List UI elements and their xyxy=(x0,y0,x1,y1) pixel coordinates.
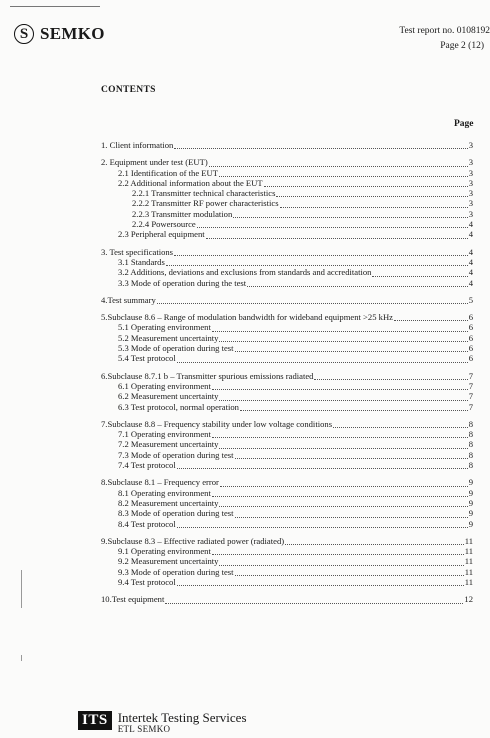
toc-leader-dots xyxy=(235,569,464,576)
toc-section-gap xyxy=(101,305,473,312)
toc-entry xyxy=(101,333,473,343)
toc-leader-dots xyxy=(235,452,468,459)
toc-entry-label: 8.2 Measurement uncertainty xyxy=(118,497,219,508)
toc-entry-page: 8 xyxy=(468,439,473,450)
toc-entry xyxy=(101,168,473,178)
toc-entry-page: 3 xyxy=(468,140,473,150)
toc-entry-label: 3. Test specifications xyxy=(101,246,174,257)
toc-leader-dots xyxy=(166,259,468,266)
toc-entry-label: 5.4 Test protocol xyxy=(118,353,176,364)
toc-entry xyxy=(101,567,473,577)
toc-entry-page: 6 xyxy=(468,322,473,333)
toc-entry-label: 7.2 Measurement uncertainty xyxy=(118,439,219,450)
toc-section-gap xyxy=(101,240,473,247)
toc-entry xyxy=(101,460,473,470)
toc-entry xyxy=(101,209,473,219)
toc-entry-label: 2.3 Peripheral equipment xyxy=(118,229,205,240)
toc-entry-page: 11 xyxy=(464,546,473,557)
toc-entry-label: 7.3 Mode of operation during test xyxy=(118,449,234,460)
toc-leader-dots xyxy=(333,421,468,428)
toc-entry xyxy=(101,429,473,439)
toc-leader-dots xyxy=(394,314,468,321)
toc-entry-page: 7 xyxy=(468,401,473,412)
toc-entry xyxy=(101,157,473,167)
toc-entry-label: 8.1 Operating environment xyxy=(118,487,211,498)
toc-leader-dots xyxy=(276,190,467,197)
toc-entry-page: 7 xyxy=(468,380,473,391)
toc-entry-page: 7 xyxy=(468,391,473,402)
toc-entry-label: 7.Subclause 8.8 – Frequency stability under low voltage conditions xyxy=(101,418,333,429)
toc-entry-page: 4 xyxy=(468,277,473,288)
toc-entry-label: 9.Subclause 8.3 – Effective radiated power (radiated) xyxy=(101,535,285,546)
toc-section-gap xyxy=(101,288,473,295)
toc-leader-dots xyxy=(314,373,467,380)
toc-leader-dots xyxy=(212,431,468,438)
toc-entry-page: 12 xyxy=(464,594,473,605)
margin-mark xyxy=(21,655,22,661)
toc-entry-label: 6.Subclause 8.7.1 b – Transmitter spurious emissions radiated xyxy=(101,370,314,381)
toc-entry-label: 3.2 Additions, deviations and exclusions from standards and accreditation xyxy=(118,267,372,278)
toc-entry xyxy=(101,546,473,556)
toc-entry xyxy=(101,229,473,239)
toc-entry-page: 6 xyxy=(468,353,473,364)
toc-entry xyxy=(101,312,473,322)
toc-leader-dots xyxy=(235,345,468,352)
toc-entry-label: 8.4 Test protocol xyxy=(118,518,176,529)
toc-leader-dots xyxy=(206,232,468,239)
toc-leader-dots xyxy=(240,404,468,411)
toc-leader-dots xyxy=(235,511,468,518)
toc-entry-label: 2.2.4 Powersource xyxy=(132,219,196,230)
toc-entry-page: 11 xyxy=(464,535,473,546)
toc-entry-page: 6 xyxy=(468,312,473,323)
toc-leader-dots xyxy=(209,160,468,167)
toc-entry-page: 5 xyxy=(468,294,473,305)
toc-entry xyxy=(101,391,473,401)
toc-entry-label: 3.1 Standards xyxy=(118,256,165,267)
toc-leader-dots xyxy=(220,480,468,487)
toc-entry-page: 8 xyxy=(468,418,473,429)
toc-entry-page: 8 xyxy=(468,449,473,460)
toc-entry-page: 11 xyxy=(464,566,473,577)
toc-entry xyxy=(101,198,473,208)
toc-entry-label: 5.2 Measurement uncertainty xyxy=(118,332,219,343)
toc-entry-label: 7.1 Operating environment xyxy=(118,429,211,440)
toc-entry-page: 4 xyxy=(468,246,473,257)
toc-section-gap xyxy=(101,470,473,477)
page-column-label: Page xyxy=(454,119,474,129)
toc-entry-label: 2.2.2 Transmitter RF power characteristics xyxy=(132,198,279,209)
toc-entry-page: 11 xyxy=(464,556,473,567)
toc-leader-dots xyxy=(285,538,464,545)
toc-entry-page: 9 xyxy=(468,477,473,488)
toc-leader-dots xyxy=(212,383,468,390)
toc-leader-dots xyxy=(219,335,467,342)
toc-entry-label: 9.4 Test protocol xyxy=(118,576,176,587)
semko-logo-mark: S xyxy=(14,24,34,44)
toc-section-gap xyxy=(101,529,473,536)
top-rule xyxy=(10,6,100,7)
toc-entry-page: 11 xyxy=(464,576,473,587)
footer-company: Intertek Testing Services xyxy=(117,710,247,725)
toc-leader-dots xyxy=(264,180,468,187)
toc-entry-label: 9.1 Operating environment xyxy=(118,546,211,557)
toc-leader-dots xyxy=(174,142,467,149)
toc-entry xyxy=(101,450,473,460)
semko-logo-text: SEMKO xyxy=(40,24,105,43)
toc-entry-page: 9 xyxy=(468,518,473,529)
toc-entry-label: 9.2 Measurement uncertainty xyxy=(118,556,219,567)
toc-entry xyxy=(101,178,473,188)
margin-mark xyxy=(21,570,22,608)
toc-entry-label: 9.3 Mode of operation during test xyxy=(118,566,234,577)
toc-entry-label: 2.1 Identification of the EUT xyxy=(118,167,218,178)
toc-entry xyxy=(101,247,473,257)
toc-leader-dots xyxy=(219,500,467,507)
toc-entry-page: 9 xyxy=(468,487,473,498)
toc-entry xyxy=(101,519,473,529)
toc-entry xyxy=(101,508,473,518)
toc-entry-label: 2.2 Additional information about the EUT xyxy=(118,177,263,188)
toc-entry-page: 6 xyxy=(468,332,473,343)
toc-entry-page: 4 xyxy=(468,267,473,278)
toc-leader-dots xyxy=(212,490,468,497)
toc-entry xyxy=(101,381,473,391)
toc-entry xyxy=(101,219,473,229)
toc-leader-dots xyxy=(233,211,467,218)
report-number: Test report no. 0108192 xyxy=(399,26,490,36)
footer-division: ETL SEMKO xyxy=(117,724,171,734)
table-of-contents xyxy=(101,140,473,605)
toc-entry-page: 3 xyxy=(468,188,473,199)
toc-entry-label: 8.Subclause 8.1 – Frequency error xyxy=(101,477,219,488)
toc-entry-label: 4.Test summary xyxy=(101,294,156,305)
toc-entry xyxy=(101,278,473,288)
toc-entry-page: 4 xyxy=(468,229,473,240)
toc-entry xyxy=(101,353,473,363)
toc-entry xyxy=(101,556,473,566)
toc-entry xyxy=(101,477,473,487)
footer-text xyxy=(118,711,247,734)
toc-entry-label: 1. Client information xyxy=(101,140,174,150)
toc-entry xyxy=(101,594,473,604)
toc-entry xyxy=(101,536,473,546)
toc-section-gap xyxy=(101,364,473,371)
toc-entry xyxy=(101,439,473,449)
toc-entry-page: 3 xyxy=(468,177,473,188)
toc-entry xyxy=(101,577,473,587)
toc-leader-dots xyxy=(219,559,463,566)
toc-entry-label: 6.2 Measurement uncertainty xyxy=(118,391,219,402)
toc-entry-page: 3 xyxy=(468,208,473,219)
toc-leader-dots xyxy=(372,270,467,277)
toc-leader-dots xyxy=(177,356,468,363)
toc-entry-page: 8 xyxy=(468,460,473,471)
toc-leader-dots xyxy=(212,548,464,555)
toc-leader-dots xyxy=(177,579,464,586)
toc-leader-dots xyxy=(165,597,463,604)
toc-entry-label: 5.Subclause 8.6 – Range of modulation bandwidth for wideband equipment >25 kHz xyxy=(101,312,393,323)
toc-entry-page: 4 xyxy=(468,219,473,230)
toc-entry xyxy=(101,419,473,429)
toc-entry xyxy=(101,188,473,198)
toc-entry-page: 4 xyxy=(468,256,473,267)
its-logo: ITS xyxy=(78,711,112,730)
toc-entry xyxy=(101,295,473,305)
toc-entry-page: 9 xyxy=(468,497,473,508)
toc-leader-dots xyxy=(177,462,468,469)
semko-logo xyxy=(14,24,105,44)
toc-entry-page: 3 xyxy=(468,157,473,168)
toc-entry-label: 2.2.1 Transmitter technical characteristics xyxy=(132,188,276,199)
toc-section-gap xyxy=(101,412,473,419)
toc-entry-page: 3 xyxy=(468,167,473,178)
toc-entry-page: 7 xyxy=(468,370,473,381)
toc-leader-dots xyxy=(157,297,468,304)
toc-entry-label: 3.3 Mode of operation during the test xyxy=(118,277,247,288)
toc-entry xyxy=(101,498,473,508)
toc-entry-label: 10.Test equipment xyxy=(101,594,165,605)
toc-entry-page: 9 xyxy=(468,508,473,519)
toc-entry-label: 2. Equipment under test (EUT) xyxy=(101,157,208,168)
toc-leader-dots xyxy=(177,521,468,528)
toc-leader-dots xyxy=(212,325,468,332)
toc-leader-dots xyxy=(174,249,468,256)
toc-entry xyxy=(101,371,473,381)
toc-entry-label: 6.1 Operating environment xyxy=(118,380,211,391)
toc-leader-dots xyxy=(280,201,468,208)
toc-entry-label: 8.3 Mode of operation during test xyxy=(118,508,234,519)
toc-leader-dots xyxy=(219,394,467,401)
toc-entry xyxy=(101,267,473,277)
toc-entry-label: 2.2.3 Transmitter modulation xyxy=(132,208,233,219)
toc-entry-label: 7.4 Test protocol xyxy=(118,460,176,471)
toc-entry xyxy=(101,343,473,353)
toc-leader-dots xyxy=(219,442,467,449)
toc-leader-dots xyxy=(247,280,468,287)
toc-entry-page: 6 xyxy=(468,343,473,354)
toc-entry-page: 3 xyxy=(468,198,473,209)
toc-leader-dots xyxy=(197,221,468,228)
toc-entry xyxy=(101,488,473,498)
toc-entry xyxy=(101,402,473,412)
toc-entry xyxy=(101,257,473,267)
toc-section-gap xyxy=(101,150,473,157)
toc-leader-dots xyxy=(219,170,468,177)
toc-section-gap xyxy=(101,587,473,594)
page-number: Page 2 (12) xyxy=(440,41,484,51)
toc-entry-label: 5.3 Mode of operation during test xyxy=(118,343,234,354)
toc-entry-label: 5.1 Operating environment xyxy=(118,322,211,333)
toc-entry xyxy=(101,322,473,332)
footer-logo xyxy=(78,711,247,734)
toc-entry-page: 8 xyxy=(468,429,473,440)
contents-heading: CONTENTS xyxy=(101,85,156,95)
toc-entry-label: 6.3 Test protocol, normal operation xyxy=(118,401,239,412)
toc-entry xyxy=(101,140,473,150)
